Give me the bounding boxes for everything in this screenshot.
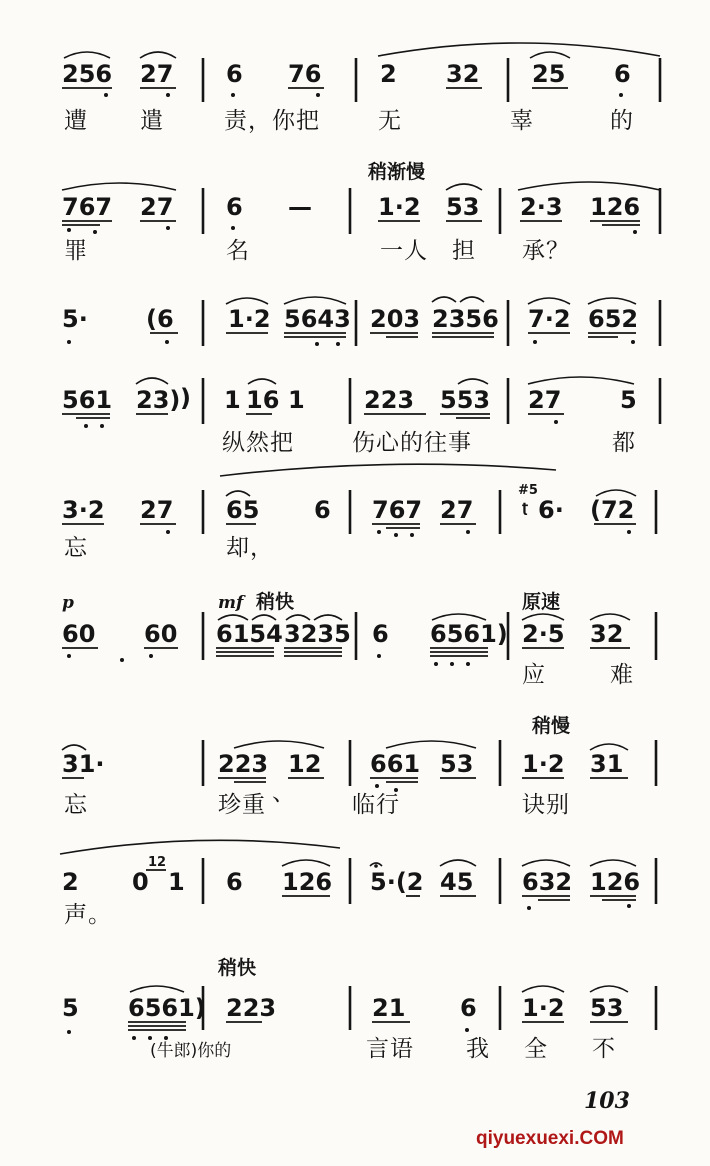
note-group: 2·5 [522,620,565,648]
note-group: 6561) [430,620,508,648]
note-group: 27 [140,496,174,524]
note-group: 223 [364,386,415,414]
note-group: 7·2 [528,305,571,333]
dynamic-mark: p [62,593,74,613]
note-group: 126 [590,868,641,896]
note-group: 5·(2 [370,868,424,896]
note-group: 126 [282,868,333,896]
lyric: 辜 [510,108,534,134]
lyric: 应 [522,662,546,688]
lyric: 担 [452,238,476,264]
note-group: — [288,193,312,221]
note-group: 60 [62,620,96,648]
lyric: 却， [226,535,274,561]
lyric: 诀别 [522,792,570,818]
note-group: 5 [620,386,637,414]
note-group: (6 [146,305,174,333]
lyric: 忘 [64,792,88,818]
note-group: 16 [246,386,280,414]
note-group: 2·3 [520,193,563,221]
note-group: 6 [226,60,243,88]
note-group: 632 [522,868,573,896]
note-group: 1·2 [378,193,421,221]
note-group: 6561) [128,994,206,1022]
lyric: 伤心的往事 [352,430,472,456]
tempo-mark: 稍快 [256,591,295,613]
note-group: 6154 [216,620,283,648]
note-group: 53 [590,994,624,1022]
system-2 [62,160,660,264]
lyric: 无 [378,108,402,134]
note-group: 5 [62,994,79,1022]
tempo-mark: 原速 [522,591,561,613]
note-group: 5· [62,305,88,333]
note-group: 76 [288,60,322,88]
system-6 [62,590,656,688]
note-group: 223 [226,994,277,1022]
lyric: 名 [226,238,250,264]
bracket-mark: ) [180,384,191,412]
note-group: 45 [440,868,474,896]
note-group: 6 [460,994,477,1022]
note-group: (72 [590,496,635,524]
tempo-mark: 稍快 [218,957,257,979]
note-group: 2 [62,868,79,896]
note-group: 1 [224,386,241,414]
note-group: 3·2 [62,496,105,524]
note-group: 6 [314,496,331,524]
tempo-mark: 稍慢 [532,715,571,737]
lyric: 声。 [64,902,112,928]
note-group: 767 [62,193,113,221]
note-group: 6 [226,868,243,896]
grace-note: #5 [518,483,538,498]
lyric: 遣 [140,108,164,134]
lyric: 责，你把 [224,108,320,134]
lyric: 我 [466,1036,490,1062]
system-3 [62,297,660,346]
lyric: 的 [610,108,634,134]
lyric: 珍重 [218,792,266,818]
note-group: 6 [226,193,243,221]
note-group: 126 [590,193,641,221]
lyric: 纵然把 [222,430,294,456]
lyric: 、 [272,780,296,806]
note-group: 53 [440,750,474,778]
system-7 [62,714,656,818]
lyric: 临行 [352,792,400,818]
grace-note: 12 [148,855,167,870]
note-group: 661 [370,750,421,778]
note-group: 3235 [284,620,351,648]
lyric: 一人 [380,238,428,264]
note-group: 256 [62,60,113,88]
lyric: 都 [612,430,636,456]
note-group: 1 [288,386,305,414]
note-group: 2 [380,60,397,88]
note-group: 21 [372,994,406,1022]
note-group: 27 [140,60,174,88]
note-group: 6 [372,620,389,648]
note-group: 27 [140,193,174,221]
lyric: 言语 [366,1036,414,1062]
system-9 [62,956,656,1062]
lyric: 承？ [522,238,570,264]
note-group: 27 [440,496,474,524]
note-group: 5643 [284,305,351,333]
note-group: 53 [446,193,480,221]
note-group: 1·2 [228,305,271,333]
note-group: 65 [226,496,260,524]
note-group: 203 [370,305,421,333]
lyric: 遭 [64,108,88,134]
note-group: 32 [446,60,480,88]
note-group: 223 [218,750,269,778]
note-group: 1 [168,868,185,896]
trill-mark: ʈ [522,501,529,516]
note-group: 27 [528,386,562,414]
note-group: 60 [144,620,178,648]
note-group: 31· [62,750,105,778]
lyric: 难 [610,662,634,688]
lyric: 忘 [64,535,88,561]
note-group: 6· [538,496,564,524]
note-group: 1·2 [522,994,565,1022]
page-number: 103 [584,1088,630,1114]
lyric: 罪 [64,238,88,264]
note-group: 767 [372,496,423,524]
lyric: 全 [524,1036,548,1062]
system-4 [62,377,660,456]
watermark-text: qiyuexuexi.COM [476,1128,624,1149]
note-group: 23) [136,386,181,414]
note-group: 1·2 [522,750,565,778]
note-group: 25 [532,60,566,88]
note-group: 6 [614,60,631,88]
note-group: 561 [62,386,113,414]
lyric: 不 [592,1036,616,1062]
tempo-mark: 稍渐慢 [368,161,426,183]
note-group: 652 [588,305,639,333]
note-group: 2356 [432,305,499,333]
note-group: 31 [590,750,624,778]
note-group: 553 [440,386,491,414]
note-group: 32 [590,620,624,648]
lyric: (牛郎)你的 [150,1041,232,1061]
system-5 [62,464,656,561]
system-1 [62,43,660,134]
note-group: 0 [132,868,149,896]
system-8 [60,840,656,928]
note-group: 12 [288,750,322,778]
dynamic-mark: mf [218,593,244,613]
